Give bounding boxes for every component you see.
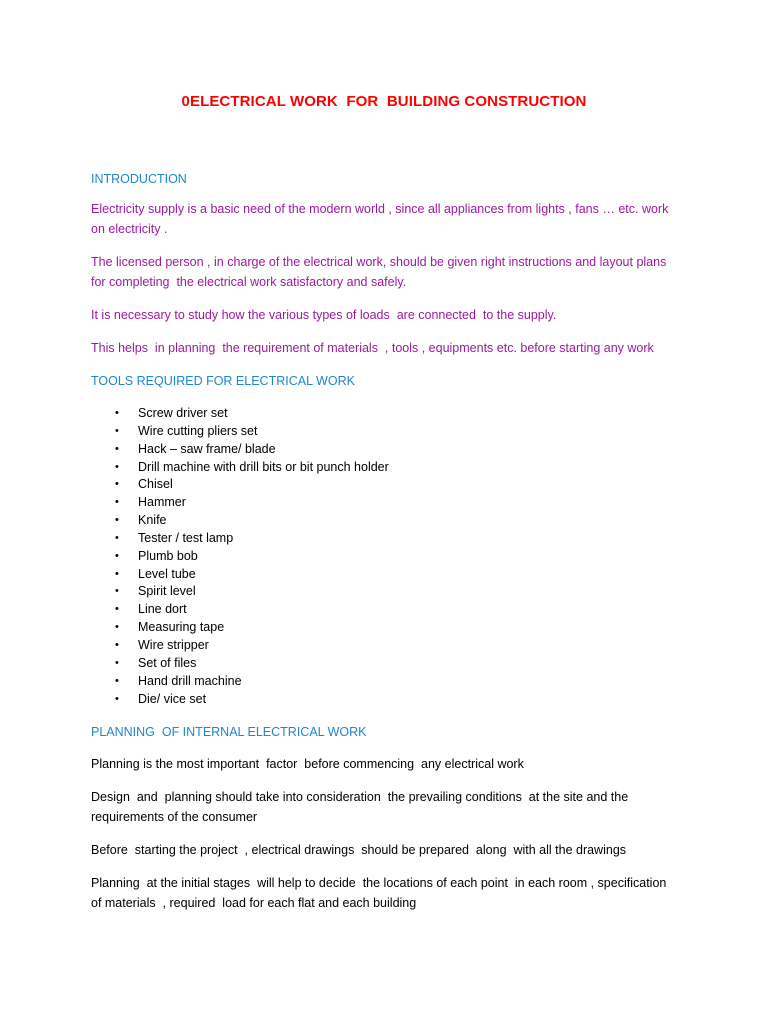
bullet-icon: •: [115, 514, 119, 527]
bullet-icon: •: [115, 638, 119, 651]
intro-paragraph: This helps in planning the requirement of materials , tools , equipments etc. before starting any work: [91, 341, 654, 355]
list-item: [91, 619, 691, 637]
intro-paragraph: It is necessary to study how the various types of loads are connected to the supply.: [91, 308, 557, 322]
list-item: [91, 441, 691, 459]
planning-paragraph: Design and planning should take into consideration the prevailing conditions at the site and the requirements of the consumer: [91, 790, 629, 825]
bullet-icon: •: [115, 442, 119, 455]
list-item: [91, 494, 691, 512]
planning-paragraph: Planning is the most important factor before commencing any electrical work: [91, 757, 524, 772]
planning-heading: PLANNING OF INTERNAL ELECTRICAL WORK: [91, 725, 367, 740]
tools-list: [91, 405, 691, 708]
bullet-icon: •: [115, 692, 119, 705]
bullet-icon: •: [115, 567, 119, 580]
tool-label: Hammer: [138, 495, 186, 510]
bullet-icon: •: [115, 460, 119, 473]
bullet-icon: •: [115, 549, 119, 562]
list-item: [91, 405, 691, 423]
tool-label: Set of files: [138, 655, 197, 670]
bullet-icon: •: [115, 621, 119, 634]
tool-label: Die/ vice set: [138, 691, 207, 706]
list-item: [91, 691, 691, 709]
tools-heading: TOOLS REQUIRED FOR ELECTRICAL WORK: [91, 374, 355, 388]
bullet-icon: •: [115, 674, 119, 687]
list-item: [91, 673, 691, 691]
bullet-icon: •: [115, 424, 119, 437]
bullet-icon: •: [115, 407, 119, 419]
document-content: [91, 170, 691, 913]
list-item: [91, 548, 691, 566]
list-item: [91, 476, 691, 494]
bullet-icon: •: [115, 531, 119, 544]
list-item: [91, 512, 691, 530]
planning-paragraph: Planning at the initial stages will help to decide the locations of each point in each room , specification of materials , required load for each flat and each building: [91, 876, 667, 911]
list-item: [91, 637, 691, 655]
tool-label: Wire cutting pliers set: [138, 423, 258, 438]
tool-label: Line dort: [138, 602, 187, 617]
list-item: [91, 601, 691, 619]
list-item: [91, 530, 691, 548]
bullet-icon: •: [115, 496, 119, 509]
tool-label: Measuring tape: [138, 620, 225, 635]
tool-label: Hand drill machine: [138, 673, 242, 688]
tool-label: Hack – saw frame/ blade: [138, 441, 276, 456]
tool-label: Level tube: [138, 566, 196, 581]
tool-label: Plumb bob: [138, 548, 198, 563]
tool-label: Knife: [138, 513, 167, 528]
tool-label: Screw driver set: [138, 406, 228, 420]
intro-paragraph: The licensed person , in charge of the electrical work, should be given right instructions and layout plans for completing the electrical work satisfactory and safely.: [91, 255, 667, 289]
bullet-icon: •: [115, 656, 119, 669]
list-item: [91, 459, 691, 477]
list-item: [91, 423, 691, 441]
bullet-icon: •: [115, 478, 119, 491]
tool-label: Drill machine with drill bits or bit punch holder: [138, 459, 389, 474]
planning-paragraph: Before starting the project , electrical drawings should be prepared along with all the drawings: [91, 843, 627, 858]
list-item: [91, 583, 691, 601]
list-item: [91, 655, 691, 673]
intro-paragraph: Electricity supply is a basic need of the modern world , since all appliances from lights , fans … etc. work on electricity .: [91, 202, 669, 236]
tool-label: Spirit level: [138, 584, 196, 599]
tool-label: Wire stripper: [138, 637, 209, 652]
bullet-icon: •: [115, 585, 119, 598]
tool-label: Tester / test lamp: [138, 530, 234, 545]
list-item: [91, 566, 691, 584]
bullet-icon: •: [115, 603, 119, 616]
tool-label: Chisel: [138, 477, 173, 492]
document-title: 0ELECTRICAL WORK FOR BUILDING CONSTRUCTION: [181, 93, 587, 110]
introduction-heading: INTRODUCTION: [91, 172, 187, 186]
